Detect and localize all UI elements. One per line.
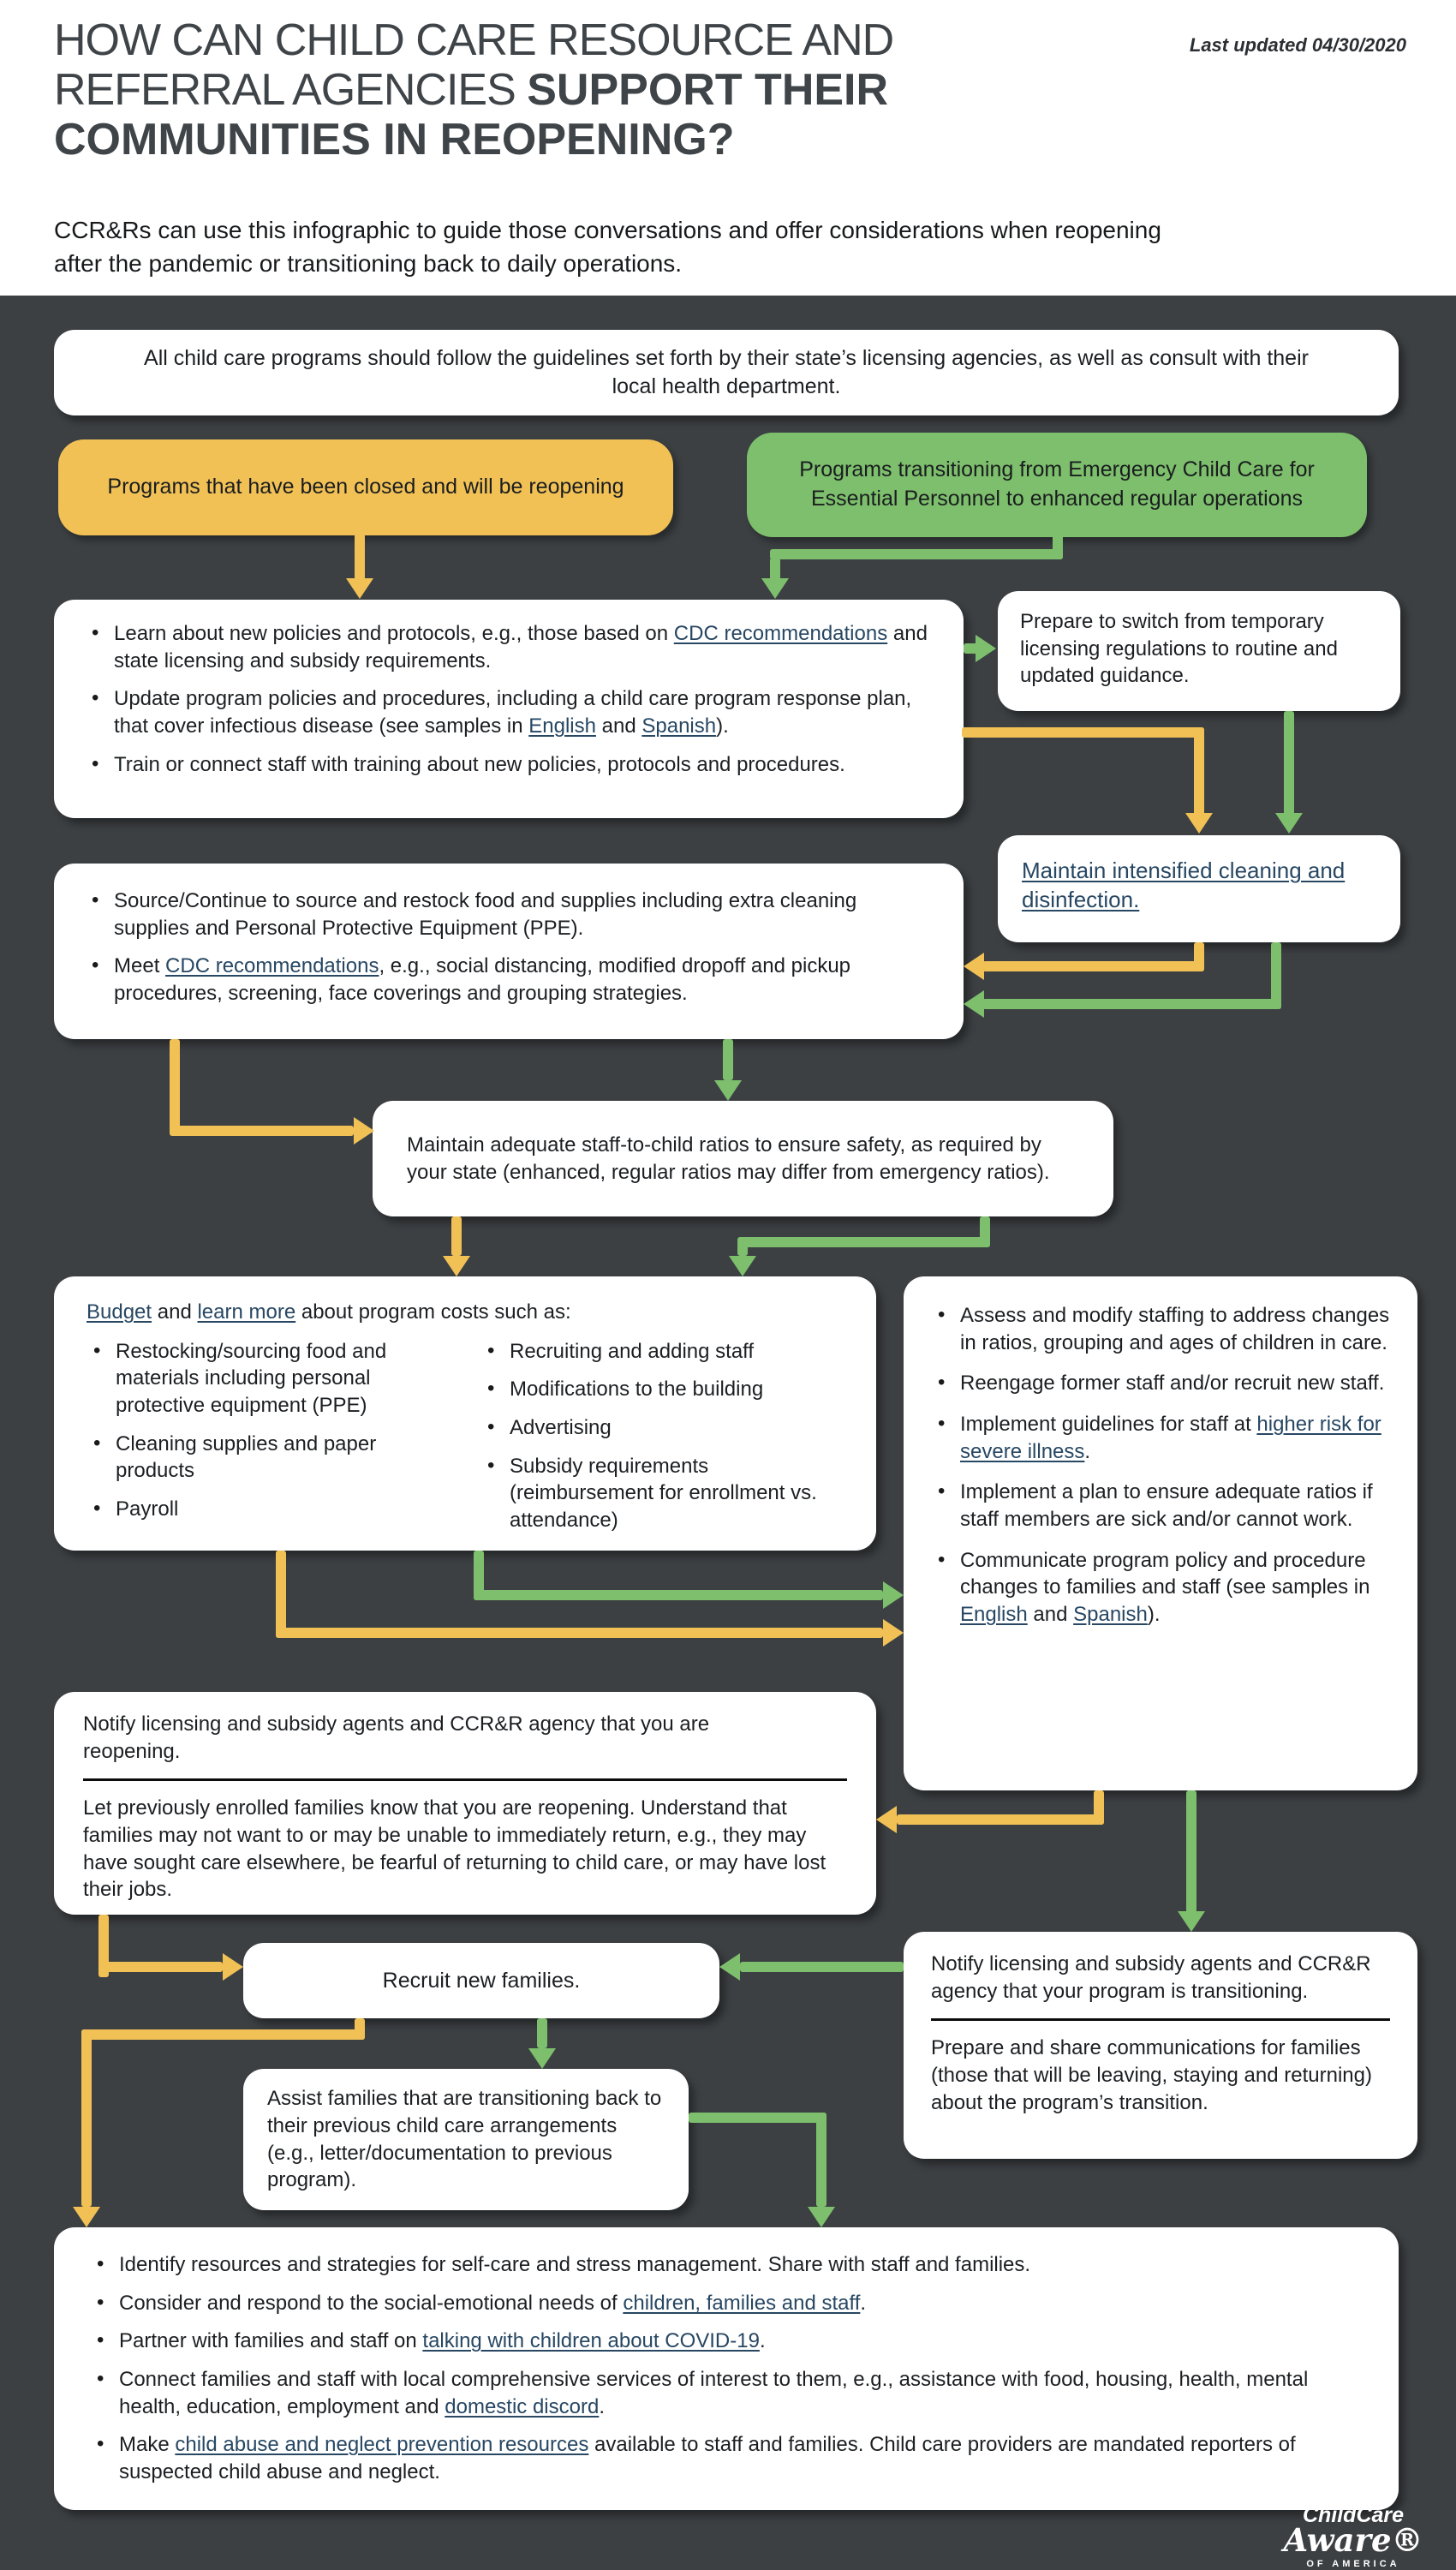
text-segment: Communicate program policy and procedure changes to families and staff (see samples in [960,1548,1370,1599]
bullet-item: • Modifications to the building [480,1376,844,1403]
arrowhead-green-down [808,2207,835,2227]
arrow-green-ratios-to-budget [737,1237,990,1247]
arrow-green-assist-to-wellbeing [816,2113,826,2207]
arrow-green-assist-to-wellbeing [689,2113,826,2123]
bullet-item [90,2290,1363,2317]
prepare-switch-box [998,591,1400,711]
inline-link[interactable]: children, families and staff [623,2291,861,2315]
staffing-box [904,1276,1417,1790]
inline-link[interactable]: Maintain intensified cleaning and disinfection. [1022,858,1346,913]
bullet-item: • Identify resources and strategies for self-care and stress management. Share with staff and families. [90,2251,1363,2279]
text-segment: Partner with families and staff on [119,2329,423,2353]
bullet-item: • Restocking/sourcing food and materials including personal protective equipment (PPE) [87,1338,450,1419]
inline-link[interactable]: Spanish [641,714,717,738]
text-segment: , e.g., social distancing, modified dropoff and pickup procedures, screening, face coverings and grouping strategies. [114,954,851,1006]
bullet-item [90,2328,1363,2355]
title-line1: HOW CAN CHILD CARE RESOURCE AND [54,15,894,65]
arrowhead-green-down [1275,813,1303,834]
text-segment: . [599,2394,605,2418]
arrowhead-yellow-right [883,1619,904,1647]
inline-link[interactable]: Budget [87,1300,152,1324]
wellbeing-box [54,2227,1399,2510]
guidance-text: All child care programs should follow the guidelines set forth by their state’s licensing agencies, as well as consult with their local health department. [144,346,1309,398]
divider-line [931,2018,1390,2021]
budget-columns [87,1338,844,1534]
bullet-item: • Subsidy requirements (reimbursement for enrollment vs. attendance) [480,1453,844,1534]
start-transitioning-text: Programs transitioning from Emergency Child Care for Essential Personnel to enhanced regular operations [799,457,1315,511]
page-title [54,15,893,165]
bullet-item [931,1411,1390,1465]
arrow-yellow-recruit-to-wellbeing [81,2029,365,2040]
arrow-yellow-supplies-to-ratios [175,1126,354,1136]
arrowhead-green-down [714,1080,742,1101]
bullet-item [85,685,933,739]
arrow-yellow-supplies-to-ratios [170,1039,180,1136]
guidance-box [54,330,1399,415]
arrow-green-staffing-to-transitioning [1186,1790,1196,1913]
policies-box [54,600,964,818]
prepare-switch-text: Prepare to switch from temporary licensing regulations to routine and updated guidance. [1020,610,1338,688]
arrow-yellow-policies-to-cleaning [962,727,1204,738]
text-segment: . [1084,1439,1091,1463]
budget-right-list [480,1338,844,1534]
notify-reopening-bottom: Let previously enrolled families know that you are reopening. Understand that families may not want to or may be unable to immediately return, e.g., they may have sought care elsewhere, be fearful of returning to child care, or may have lost their jobs. [83,1796,826,1902]
staffing-bullet-list [931,1302,1390,1629]
bullet-item [90,2431,1363,2485]
text-segment: Meet [114,954,166,978]
start-box-closed-programs [58,439,673,535]
arrowhead-yellow-right [223,1953,243,1981]
bullet-item: • Assess and modify staffing to address changes in ratios, grouping and ages of children in care. [931,1302,1390,1356]
supplies-box [54,864,964,1039]
policies-bullet-list [85,620,933,778]
arrow-green-ratios-to-budget [737,1244,748,1256]
notify-reopening-box [54,1692,876,1915]
arrow-yellow-start-to-policies [355,534,365,580]
bullet-item: • Recruiting and adding staff [480,1338,844,1366]
arrowhead-yellow-down [73,2207,100,2227]
arrow-yellow-budget-to-staffing [276,1551,286,1638]
assist-families-box [243,2069,689,2210]
start-box-transitioning-programs [747,433,1367,537]
text-segment: Learn about new policies and protocols, e.g., those based on [114,622,674,645]
ratios-box [373,1101,1113,1216]
arrow-green-budget-to-staffing [474,1590,883,1600]
arrow-green-start-to-policies [770,549,1063,559]
arrowhead-green-down [528,2048,556,2069]
arrowhead-yellow-down [443,1256,470,1276]
recruit-text: Recruit new families. [382,1968,581,1993]
arrowhead-green-left [964,990,984,1018]
logo-line1: ChildCare [1302,2503,1405,2527]
divider-line [83,1778,847,1781]
inline-link[interactable]: domestic discord [445,2394,600,2418]
arrow-yellow-budget-to-staffing [276,1628,883,1638]
text-segment: and [1027,1603,1074,1627]
budget-box [54,1276,876,1551]
logo-line3: OF AMERICA [1306,2559,1400,2569]
bullet-item: • Payroll [87,1496,450,1523]
title-line2-regular: REFERRAL AGENCIES [54,65,528,116]
bullet-item: • Cleaning supplies and paper products [87,1431,450,1485]
arrow-yellow-policies-to-cleaning [1194,727,1204,816]
wellbeing-bullet-list [90,2251,1363,2486]
bullet-item [85,953,933,1007]
arrowhead-yellow-left [964,953,984,980]
text-segment: available to staff and families. Child care providers are mandated reporters of suspected child abuse and neglect. [119,2433,1296,2484]
arrow-green-supplies-to-ratios [723,1039,733,1080]
ratios-text: Maintain adequate staff-to-child ratios to ensure safety, as required by your state (enhanced, regular ratios may differ from emergency ratios). [407,1133,1050,1184]
recruit-box [243,1943,719,2018]
title-line3-bold: COMMUNITIES IN REOPENING? [54,115,735,165]
budget-intro [87,1299,844,1326]
bullet-item: • Implement a plan to ensure adequate ratios if staff members are sick and/or cannot work. [931,1479,1390,1533]
bullet-item: • Reengage former staff and/or recruit new staff. [931,1370,1390,1397]
intro-text: CCR&Rs can use this infographic to guide those conversations and offer considerations when reopening after the pandemic or transitioning back to daily operations. [54,217,1161,277]
inline-link[interactable]: Spanish [1073,1603,1148,1627]
inline-link[interactable]: CDC recommendations [673,622,888,645]
text-segment: . [860,2291,867,2315]
inline-link[interactable]: talking with children about COVID-19 [422,2329,760,2353]
notify-transitioning-bottom: Prepare and share communications for families (those that will be leaving, staying and returning) about the program’s transition. [931,2036,1372,2114]
text-segment: Implement guidelines for staff at [960,1413,1257,1437]
bullet-item: • Advertising [480,1414,844,1442]
bullet-item: • Source/Continue to source and restock food and supplies including extra cleaning supplies and Personal Protective Equipment (PPE). [85,888,933,941]
start-closed-text: Programs that have been closed and will be reopening [107,475,624,499]
notify-transitioning-top: Notify licensing and subsidy agents and CCR&R agency that your program is transitioning. [931,1952,1371,2003]
arrowhead-green-down [729,1256,756,1276]
last-updated-label: Last updated 04/30/2020 [1189,34,1406,56]
arrow-yellow-staffing-to-notify [897,1814,1104,1825]
text-segment: . [759,2329,766,2353]
text-segment: Connect families and staff with local comprehensive services of interest to them, e.g., assistance with food, housing, health, mental health, education, employment and [119,2368,1309,2418]
arrowhead-yellow-down [1185,813,1213,834]
cleaning-box [998,835,1400,942]
bullet-item: • Train or connect staff with training about new policies, protocols and procedures. [85,751,933,779]
text-segment: ). [1147,1603,1161,1627]
inline-link[interactable]: English [960,1603,1028,1627]
text-segment: Consider and respond to the social-emotional needs of [119,2291,624,2315]
supplies-bullet-list [85,888,933,1007]
arrow-green-prepare-to-cleaning [1284,711,1294,815]
arrowhead-yellow-left [876,1806,897,1833]
text-segment: and state licensing and subsidy requirements. [114,622,928,672]
assist-families-text: Assist families that are transitioning back to their previous child care arrangements (e.g., letter/documentation to previous program). [267,2087,662,2192]
logo-line2: Aware® [1283,2521,1423,2559]
text-segment: Update program policies and procedures, including a child care program response plan, that cover infectious disease (see samples in [114,687,912,738]
notify-reopening-top: Notify licensing and subsidy agents and CCR&R agency that you are reopening. [83,1712,710,1763]
notify-transitioning-box [904,1932,1417,2159]
arrow-green-recruit-to-assist [537,2018,547,2048]
arrowhead-green-down [761,578,789,599]
text-segment: and [595,714,642,738]
inline-link[interactable]: learn more [197,1300,296,1324]
childcare-aware-logo [1259,2505,1447,2569]
arrowhead-yellow-down [346,578,373,599]
arrow-green-cleaning-to-supplies [982,999,1281,1009]
arrow-yellow-cleaning-to-supplies [982,961,1204,971]
arrow-yellow-notify-to-recruit [104,1962,223,1972]
arrowhead-green-right [883,1581,904,1609]
text-segment: ). [716,714,729,738]
arrow-yellow-ratios-to-budget [451,1216,462,1256]
inline-link[interactable]: CDC recommendations [165,954,379,978]
arrowhead-green-right [976,635,996,662]
arrowhead-green-left [719,1953,740,1981]
arrowhead-yellow-right [354,1117,374,1145]
inline-link[interactable]: higher risk for severe illness [960,1413,1381,1463]
title-line2-bold: SUPPORT THEIR [527,65,889,116]
text-segment: and [152,1300,198,1324]
cleaning-link-text [1022,858,1345,912]
arrow-green-transitioning-to-recruit [740,1962,904,1972]
arrow-yellow-recruit-to-wellbeing [81,2029,92,2207]
inline-link[interactable]: English [528,714,596,738]
text-segment: Make [119,2433,176,2457]
bullet-item [85,620,933,674]
budget-left-list [87,1338,450,1534]
text-segment: about program costs such as: [295,1300,571,1324]
bullet-item [90,2366,1363,2420]
inline-link[interactable]: child abuse and neglect prevention resources [175,2433,589,2457]
bullet-item [931,1547,1390,1629]
arrowhead-green-down [1178,1911,1205,1932]
